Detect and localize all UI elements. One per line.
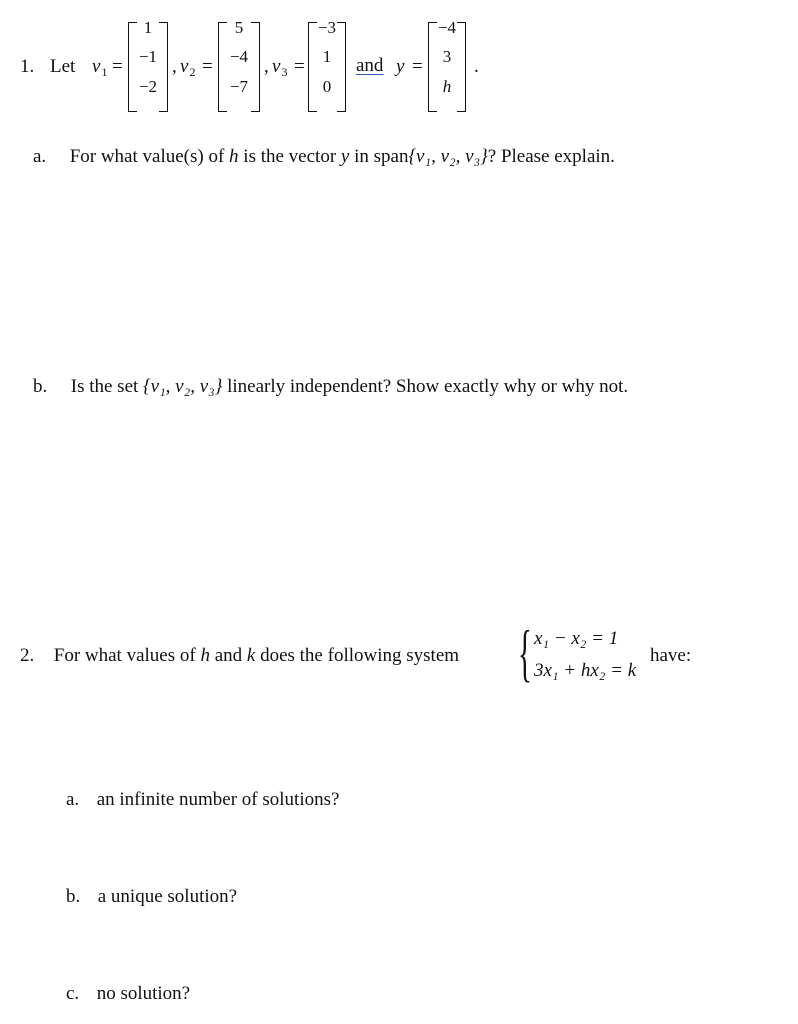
v2-entry-1: 5	[234, 18, 244, 37]
option-c-label: c.	[66, 983, 80, 1004]
part-a-in-span: in span	[354, 146, 409, 167]
problem-1-number: 1.	[20, 56, 35, 77]
y-equals: =	[412, 56, 423, 77]
comma-1: ,	[172, 56, 177, 77]
option-a-text: an infinite number of solutions?	[96, 789, 340, 810]
y-vector	[428, 18, 466, 112]
problem-2-have: have:	[650, 645, 692, 666]
v2-entry-2: −4	[229, 47, 249, 66]
v3-entry-2: 1	[322, 47, 332, 66]
y-entry-3: h	[442, 77, 452, 96]
option-b-label: b.	[66, 886, 81, 907]
problem-2-k: k	[246, 645, 256, 666]
system-equation-1: x₁ − x₂ = 1	[534, 628, 619, 649]
part-a-y: y	[340, 146, 350, 167]
problem-2-option-a	[66, 789, 339, 811]
v1-vector	[128, 18, 168, 112]
problem-2-h: h	[200, 645, 210, 666]
v3-entry-1: −3	[317, 18, 337, 37]
v2-label: $v_2$	[180, 56, 196, 79]
period: .	[474, 56, 479, 77]
v1-entry-2: −1	[138, 47, 158, 66]
part-a-set: {v₁, v₂, v₃}	[408, 146, 488, 167]
part-a-h: h	[229, 146, 239, 167]
y-entry-2: 3	[442, 47, 452, 66]
v3-vector	[308, 18, 346, 112]
v1-label: $v_1$	[92, 56, 108, 79]
v3-label: $v_3$	[272, 56, 288, 79]
v2-equals: =	[202, 56, 213, 77]
problem-1-let: Let	[50, 56, 76, 77]
problem-2-number: 2.	[20, 645, 35, 666]
problem-1a	[33, 146, 615, 168]
system-equation-2: 3x₁ + hx₂ = k	[534, 660, 637, 681]
part-a-text-pre: For what value(s) of	[69, 146, 225, 167]
v1-entry-3: −2	[138, 77, 158, 96]
option-b-text: a unique solution?	[97, 886, 238, 907]
problem-2-text-post: does the following system	[260, 645, 460, 666]
part-a-text-post: ? Please explain.	[487, 146, 615, 167]
part-a-text-mid: is the vector	[243, 146, 337, 167]
y-label: y	[396, 56, 405, 77]
part-b-text-pre: Is the set	[70, 376, 139, 397]
problem-2-text-pre: For what values of	[53, 645, 196, 666]
problem-2-option-c	[66, 983, 190, 1005]
part-b-label: b.	[33, 376, 48, 397]
option-a-label: a.	[66, 789, 80, 810]
problem-1b	[33, 376, 628, 398]
option-c-text: no solution?	[96, 983, 191, 1004]
v3-entry-3: 0	[322, 77, 332, 96]
part-a-label: a.	[33, 146, 47, 167]
v1-equals: =	[112, 56, 123, 77]
problem-2-question	[20, 645, 459, 667]
v3-equals: =	[294, 56, 305, 77]
part-b-set: {v₁, v₂, v₃}	[143, 376, 223, 397]
v1-entry-1: 1	[143, 18, 153, 37]
comma-2: ,	[264, 56, 269, 77]
y-entry-1: −4	[437, 18, 457, 37]
problem-2-and: and	[214, 645, 243, 666]
v2-entry-3: −7	[229, 77, 249, 96]
problem-2-option-b	[66, 886, 237, 908]
system-brace: {	[518, 617, 532, 688]
part-b-text-post: linearly independent? Show exactly why or why not.	[227, 376, 629, 397]
v2-vector	[218, 18, 260, 112]
and-word: and	[356, 55, 384, 76]
